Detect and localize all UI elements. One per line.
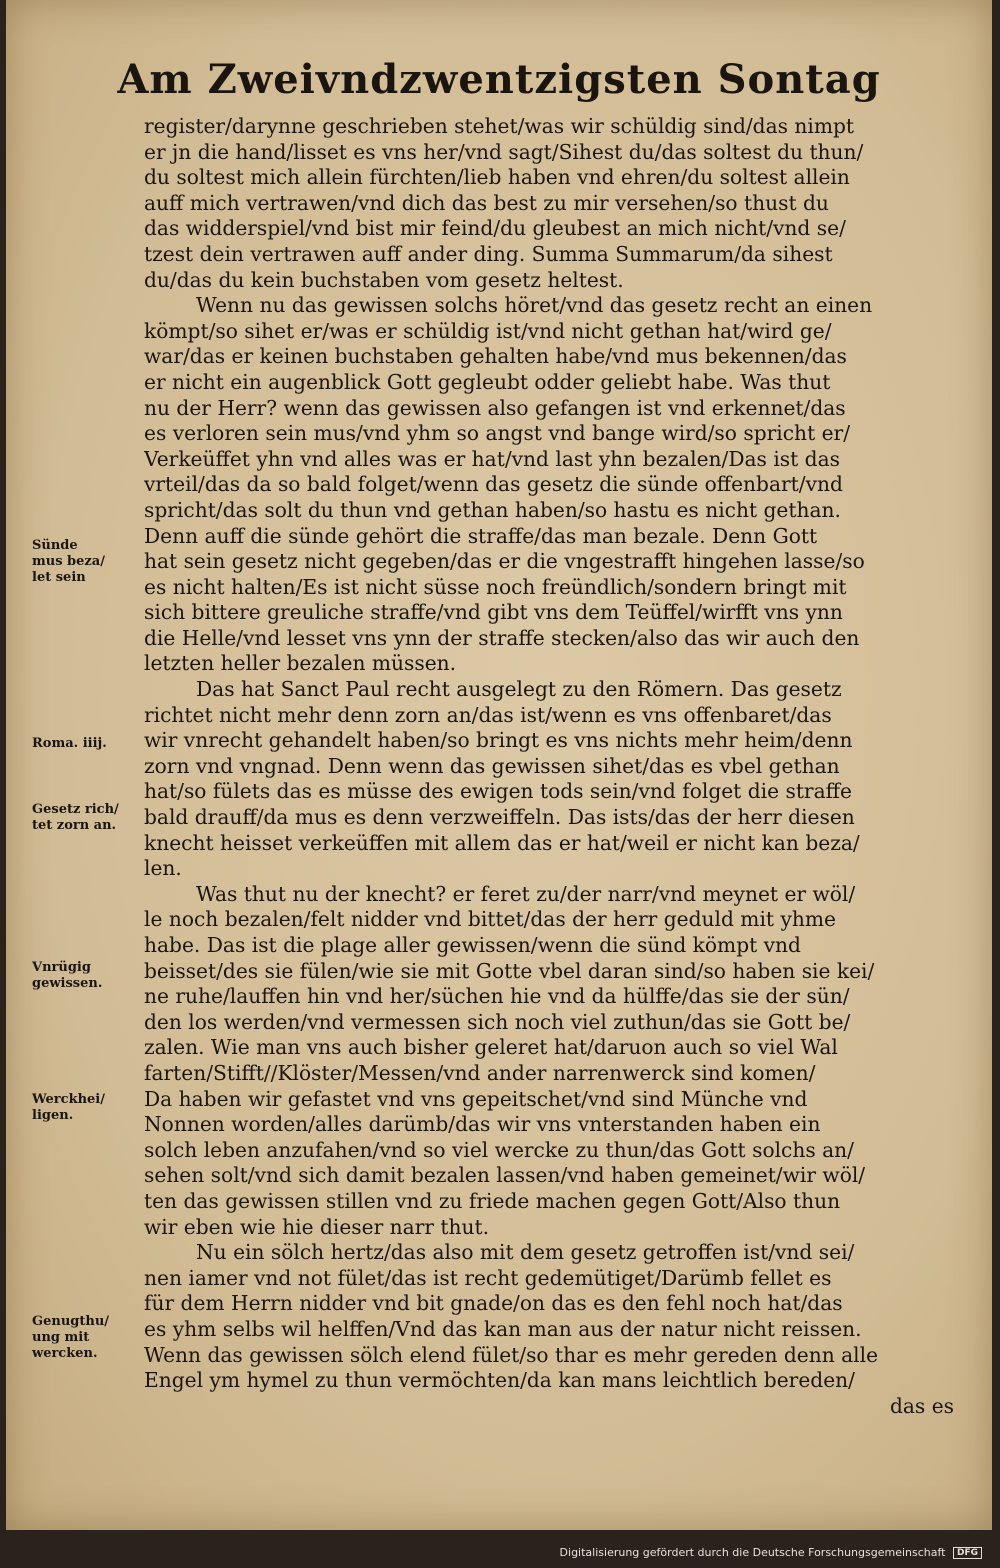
text-line: richtet nicht mehr denn zorn an/das ist/wenn es vns offenbaret/das xyxy=(144,702,832,727)
text-line: auff mich vertrawen/vnd dich das best zu mir versehen/so thust du xyxy=(144,190,829,215)
text-line: habe. Das ist die plage aller gewissen/wenn die sünd kömpt vnd xyxy=(144,933,801,957)
text-line: knecht heisset verkeüffen mit allem das er hat/weil er nicht kan beza/ xyxy=(144,830,860,855)
text-line: hat/so fülets das es müsse des ewigen tods sein/vnd folget die straffe xyxy=(144,779,852,804)
text-line: Nonnen worden/alles darümb/das wir vns vnterstanden haben ein xyxy=(144,1112,821,1137)
text-line: zorn vnd vngnad. Denn wenn das gewissen sihet/das es vbel gethan xyxy=(144,753,840,778)
text-line: spricht/das solt du thun vnd gethan haben/so hastu es nicht gethan. xyxy=(144,497,841,522)
margin-note-line: Roma. iiij. xyxy=(32,736,107,751)
text-line: sehen solt/vnd sich damit bezalen lassen/vnd haben gemeinet/wir wöl/ xyxy=(144,1163,866,1188)
margin-note xyxy=(32,1092,132,1124)
text-line: nu der Herr? wenn das gewissen also gefangen ist vnd erkennet/das xyxy=(144,395,846,420)
text-line: er nicht ein augenblick Gott gegleubt odder geliebt habe. Was thut xyxy=(144,369,831,394)
text-line: er jn die hand/lisset es vns her/vnd sagt/Sihest du/das soltest du thun/ xyxy=(144,139,864,164)
text-line: le noch bezalen/felt nidder vnd bittet/das der herr geduld mit yhme xyxy=(144,907,836,932)
text-line: ten das gewissen stillen vnd zu friede machen gegen Gott/Also thun xyxy=(144,1188,841,1213)
book-page xyxy=(6,0,992,1530)
text-line: farten/Stifft//Klöster/Messen/vnd ander narrenwerck sind komen/ xyxy=(144,1060,816,1085)
text-line: ne ruhe/lauffen hin vnd her/süchen hie vnd da hülffe/das sie der sün/ xyxy=(144,984,850,1009)
text-line: wir eben wie hie dieser narr thut. xyxy=(144,1214,490,1239)
footer xyxy=(560,1546,982,1559)
margin-note xyxy=(32,538,132,586)
text-line: zalen. Wie man vns auch bisher geleret hat/daruon auch so viel Wal xyxy=(144,1035,838,1060)
text-line: Wenn das gewissen sölch elend fület/so thar es mehr gereden denn alle xyxy=(144,1342,879,1367)
text-line: war/das er keinen buchstaben gehalten habe/vnd mus bekennen/das xyxy=(144,344,847,369)
margin-note xyxy=(32,1314,132,1362)
footer-credit: Digitalisierung gefördert durch die Deutsche Forschungsgemeinschaft xyxy=(559,1546,946,1559)
text-line: bald drauff/da mus es denn verzweiffeln. Das ists/das der herr diesen xyxy=(144,805,855,830)
text-line: es yhm selbs wil helffen/Vnd das kan man aus der natur nicht reissen. xyxy=(144,1316,862,1341)
text-line: den los werden/vnd vermessen sich noch viel zuthun/das sie Gott be/ xyxy=(144,1009,851,1034)
text-line: hat sein gesetz nicht gegeben/das er die vngestrafft hingehen lasse/so xyxy=(144,549,865,574)
text-line: kömpt/so sihet er/was er schüldig ist/vnd nicht gethan hat/wird ge/ xyxy=(144,318,832,343)
text-line: Denn auff die sünde gehört die straffe/das man bezale. Denn Gott xyxy=(144,523,818,548)
text-line: das widderspiel/vnd bist mir feind/du gleubest an mich nicht/vnd se/ xyxy=(144,216,846,241)
margin-note-line: ung mit xyxy=(32,1330,90,1345)
margin-note xyxy=(32,802,132,834)
text-line: Das hat Sanct Paul recht ausgelegt zu den Römern. Das gesetz xyxy=(196,677,842,702)
margin-note-line: gewissen. xyxy=(32,976,103,991)
text-line: nen iamer vnd not fület/das ist recht gedemütiget/Darümb fellet es xyxy=(144,1265,832,1290)
margin-note-line: tet zorn an. xyxy=(32,818,117,833)
margin-note xyxy=(32,960,132,992)
text-line: Engel ym hymel zu thun vermöchten/da kan mans leichtlich bereden/ xyxy=(144,1368,855,1393)
text-line: tzest dein vertrawen auff ander ding. Summa Summarum/da sihest xyxy=(144,241,833,266)
text-line: solch leben anzufahen/vnd so viel wercke zu thun/das Gott solchs an/ xyxy=(144,1137,854,1162)
text-line: sich bittere greuliche straffe/vnd gibt vns dem Teüffel/wirfft vns ynn xyxy=(144,600,843,625)
text-line: Was thut nu der knecht? er feret zu/der narr/vnd meynet er wöl/ xyxy=(196,881,856,906)
text-line: Nu ein sölch hertz/das also mit dem gesetz getroffen ist/vnd sei/ xyxy=(196,1240,855,1265)
text-line: Verkeüffet yhn vnd alles was er hat/vnd last yhn bezalen/Das ist das xyxy=(144,446,840,471)
text-line: das es xyxy=(889,1393,954,1418)
text-line: letzten heller bezalen müssen. xyxy=(144,651,457,676)
text-line: wir vnrecht gehandelt haben/so bringt es vns nichts mehr heim/denn xyxy=(144,728,853,753)
text-line: du soltest mich allein fürchten/lieb haben vnd ehren/du soltest allein xyxy=(144,165,850,190)
text-line: du/das du kein buchstaben vom gesetz heltest. xyxy=(144,267,624,292)
text-line: vrteil/das da so bald folget/wenn das gesetz die sünde offenbart/vnd xyxy=(144,472,843,497)
text-line: Da haben wir gefastet vnd vns gepeitschet/vnd sind Münche vnd xyxy=(144,1086,808,1111)
text-line: für dem Herrn nidder vnd bit gnade/on das es den fehl noch hat/das xyxy=(144,1291,843,1316)
margin-note-line: Vnrügig xyxy=(32,960,91,975)
text-line: beisset/des sie fülen/wie sie mit Gotte vbel daran sind/so haben sie kei/ xyxy=(144,958,875,983)
text-line: register/darynne geschrieben stehet/was wir schüldig sind/das nimpt xyxy=(144,114,855,138)
margin-note-line: wercken. xyxy=(32,1346,98,1361)
dfg-logo: DFG xyxy=(953,1547,982,1559)
margin-note xyxy=(32,736,132,752)
text-line: es verloren sein mus/vnd yhm so angst vnd bange wird/so spricht er/ xyxy=(144,421,850,446)
margin-note-line: Sünde xyxy=(32,538,78,553)
margin-note-line: mus beza/ xyxy=(32,554,105,569)
page-title: Am Zweivndzwentzigsten Sontag xyxy=(117,56,881,103)
margin-note-line: let sein xyxy=(32,570,86,585)
margin-note-line: Genugthu/ xyxy=(32,1314,110,1329)
text-line: es nicht halten/Es ist nicht süsse noch freündlich/sondern bringt mit xyxy=(144,574,847,599)
body-text xyxy=(144,114,974,1419)
text-line: len. xyxy=(144,856,182,881)
text-line: die Helle/vnd lesset vns ynn der straffe stecken/also das wir auch den xyxy=(144,625,860,650)
margin-note-line: ligen. xyxy=(32,1108,74,1123)
text-line: Wenn nu das gewissen solchs höret/vnd das gesetz recht an einen xyxy=(196,293,873,318)
margin-note-line: Werckhei/ xyxy=(32,1092,105,1107)
margin-note-line: Gesetz rich/ xyxy=(32,802,119,817)
